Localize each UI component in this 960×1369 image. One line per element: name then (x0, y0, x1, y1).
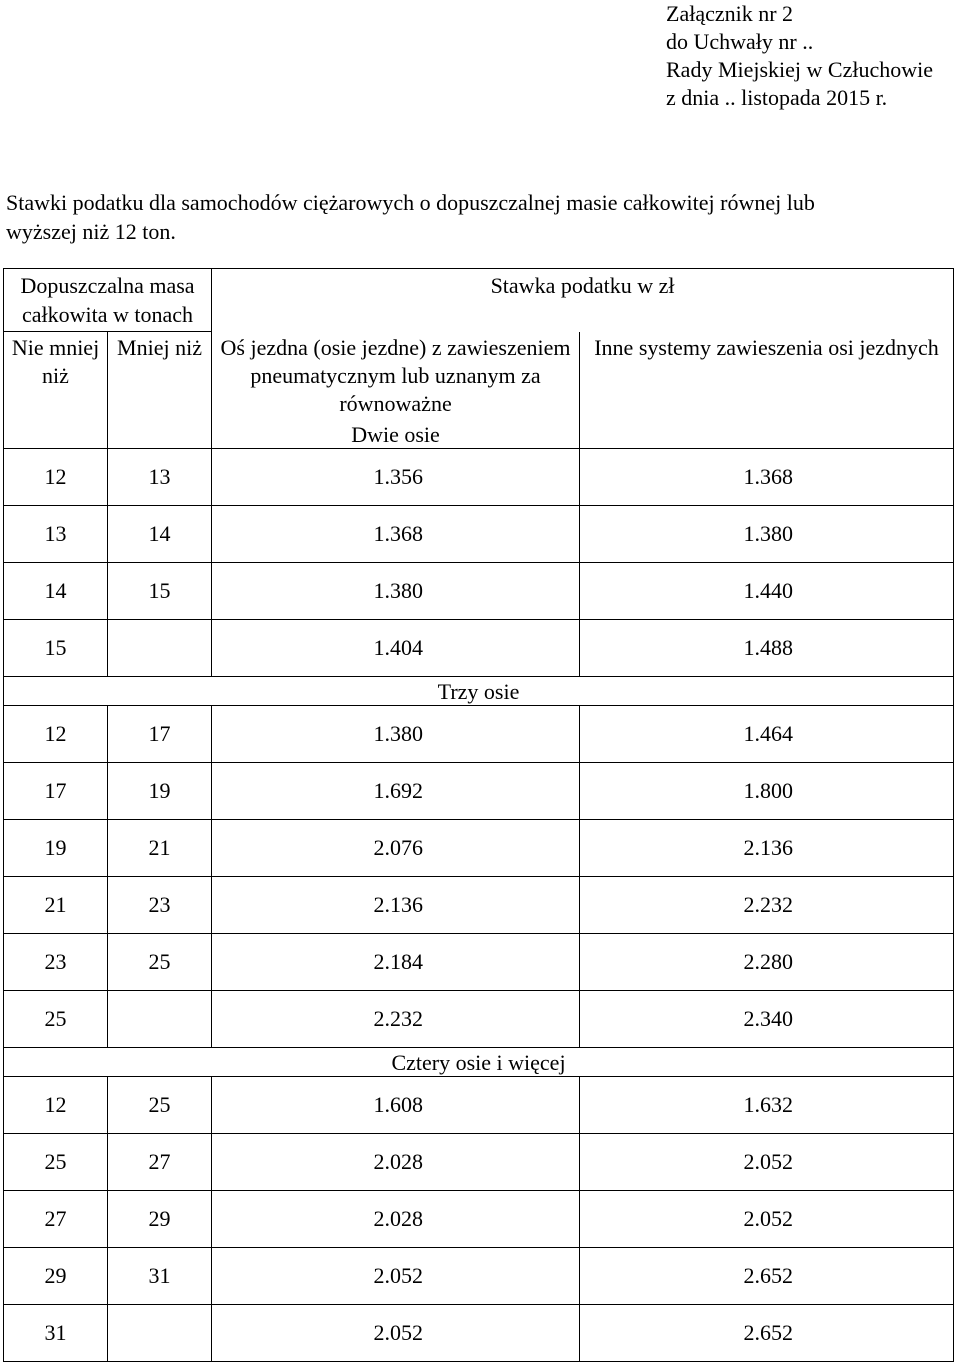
cell-max-mass: 27 (108, 1133, 212, 1190)
cell-min-mass: 23 (4, 933, 108, 990)
cell-min-mass: 14 (4, 562, 108, 619)
table-row (4, 876, 954, 933)
document-intro (6, 188, 946, 246)
cell-min-mass: 31 (4, 1304, 108, 1361)
cell-rate-pneumatic: 1.692 (212, 762, 580, 819)
cell-rate-other: 1.488 (580, 619, 954, 676)
resolution-date: z dnia .. listopada 2015 r. (666, 85, 888, 110)
cell-rate-other: 1.440 (580, 562, 954, 619)
cell-min-mass: 25 (4, 990, 108, 1047)
section-title: Dwie osie (212, 418, 580, 449)
table-row (4, 933, 954, 990)
header-row-2 (4, 332, 954, 418)
intro-line-2: wyższej niż 12 ton. (6, 219, 176, 244)
cell-rate-pneumatic: 2.136 (212, 876, 580, 933)
cell-max-mass (108, 1304, 212, 1361)
cell-rate-other: 2.136 (580, 819, 954, 876)
cell-rate-pneumatic: 2.184 (212, 933, 580, 990)
cell-rate-pneumatic: 1.380 (212, 705, 580, 762)
cell-rate-pneumatic: 2.028 (212, 1133, 580, 1190)
table-row (4, 619, 954, 676)
cell-min-mass: 12 (4, 705, 108, 762)
cell-rate-other: 1.380 (580, 505, 954, 562)
cell-rate-other: 2.232 (580, 876, 954, 933)
council-name: Rady Miejskiej w Człuchowie (666, 57, 934, 82)
section-title: Cztery osie i więcej (4, 1047, 954, 1076)
cell-max-mass: 25 (108, 1076, 212, 1133)
cell-rate-pneumatic: 1.380 (212, 562, 580, 619)
header-rate: Stawka podatku w zł (212, 269, 954, 332)
cell-min-mass: 21 (4, 876, 108, 933)
cell-rate-other: 1.464 (580, 705, 954, 762)
tax-rates-table (3, 268, 954, 1362)
table-row (4, 448, 954, 505)
cell-max-mass: 25 (108, 933, 212, 990)
table-row (4, 562, 954, 619)
cell-rate-other: 2.052 (580, 1133, 954, 1190)
cell-rate-pneumatic: 1.404 (212, 619, 580, 676)
cell-rate-pneumatic: 2.052 (212, 1247, 580, 1304)
cell-max-mass: 19 (108, 762, 212, 819)
cell-max-mass: 15 (108, 562, 212, 619)
cell-min-mass: 12 (4, 1076, 108, 1133)
section-row (4, 1047, 954, 1076)
cell-min-mass: 13 (4, 505, 108, 562)
intro-line-1: Stawki podatku dla samochodów ciężarowych o dopuszczalnej masie całkowitej równej lub (6, 190, 815, 215)
cell-min-mass: 29 (4, 1247, 108, 1304)
table-row (4, 1076, 954, 1133)
table-row (4, 819, 954, 876)
cell-rate-pneumatic: 1.368 (212, 505, 580, 562)
cell-rate-other: 1.800 (580, 762, 954, 819)
cell-min-mass: 15 (4, 619, 108, 676)
cell-max-mass: 23 (108, 876, 212, 933)
attachment-number: Załącznik nr 2 (666, 1, 794, 26)
cell-rate-pneumatic: 2.076 (212, 819, 580, 876)
cell-rate-pneumatic: 1.608 (212, 1076, 580, 1133)
cell-rate-other: 2.052 (580, 1190, 954, 1247)
cell-min-mass: 12 (4, 448, 108, 505)
table-row (4, 990, 954, 1047)
cell-max-mass: 14 (108, 505, 212, 562)
cell-max-mass: 17 (108, 705, 212, 762)
header-less: Mniej niż (108, 332, 212, 449)
cell-rate-pneumatic: 2.232 (212, 990, 580, 1047)
table-row (4, 1304, 954, 1361)
cell-rate-other: 2.652 (580, 1304, 954, 1361)
cell-rate-pneumatic: 2.052 (212, 1304, 580, 1361)
cell-max-mass (108, 619, 212, 676)
table-row (4, 505, 954, 562)
header-other: Inne systemy zawieszenia osi jezdnych (580, 332, 954, 449)
header-row-1 (4, 269, 954, 332)
table-row (4, 762, 954, 819)
cell-min-mass: 19 (4, 819, 108, 876)
cell-rate-other: 2.340 (580, 990, 954, 1047)
cell-min-mass: 25 (4, 1133, 108, 1190)
cell-rate-other: 1.368 (580, 448, 954, 505)
section-title: Trzy osie (4, 676, 954, 705)
cell-max-mass: 29 (108, 1190, 212, 1247)
header-pneumatic: Oś jezdna (osie jezdne) z zawieszeniem pneumatycznym lub uznanym za równoważne (212, 332, 580, 418)
cell-min-mass: 17 (4, 762, 108, 819)
table-row (4, 1247, 954, 1304)
table-row (4, 705, 954, 762)
cell-rate-other: 2.652 (580, 1247, 954, 1304)
cell-rate-pneumatic: 1.356 (212, 448, 580, 505)
table-row (4, 1133, 954, 1190)
header-not-less: Nie mniej niż (4, 332, 108, 449)
cell-min-mass: 27 (4, 1190, 108, 1247)
cell-rate-other: 1.632 (580, 1076, 954, 1133)
cell-max-mass: 13 (108, 448, 212, 505)
attachment-header (666, 0, 933, 112)
table-row (4, 1190, 954, 1247)
header-mass: Dopuszczalna masa całkowita w tonach (4, 269, 212, 332)
resolution-reference: do Uchwały nr .. (666, 29, 814, 54)
cell-max-mass: 21 (108, 819, 212, 876)
cell-max-mass: 31 (108, 1247, 212, 1304)
cell-rate-pneumatic: 2.028 (212, 1190, 580, 1247)
section-row (4, 676, 954, 705)
cell-max-mass (108, 990, 212, 1047)
cell-rate-other: 2.280 (580, 933, 954, 990)
